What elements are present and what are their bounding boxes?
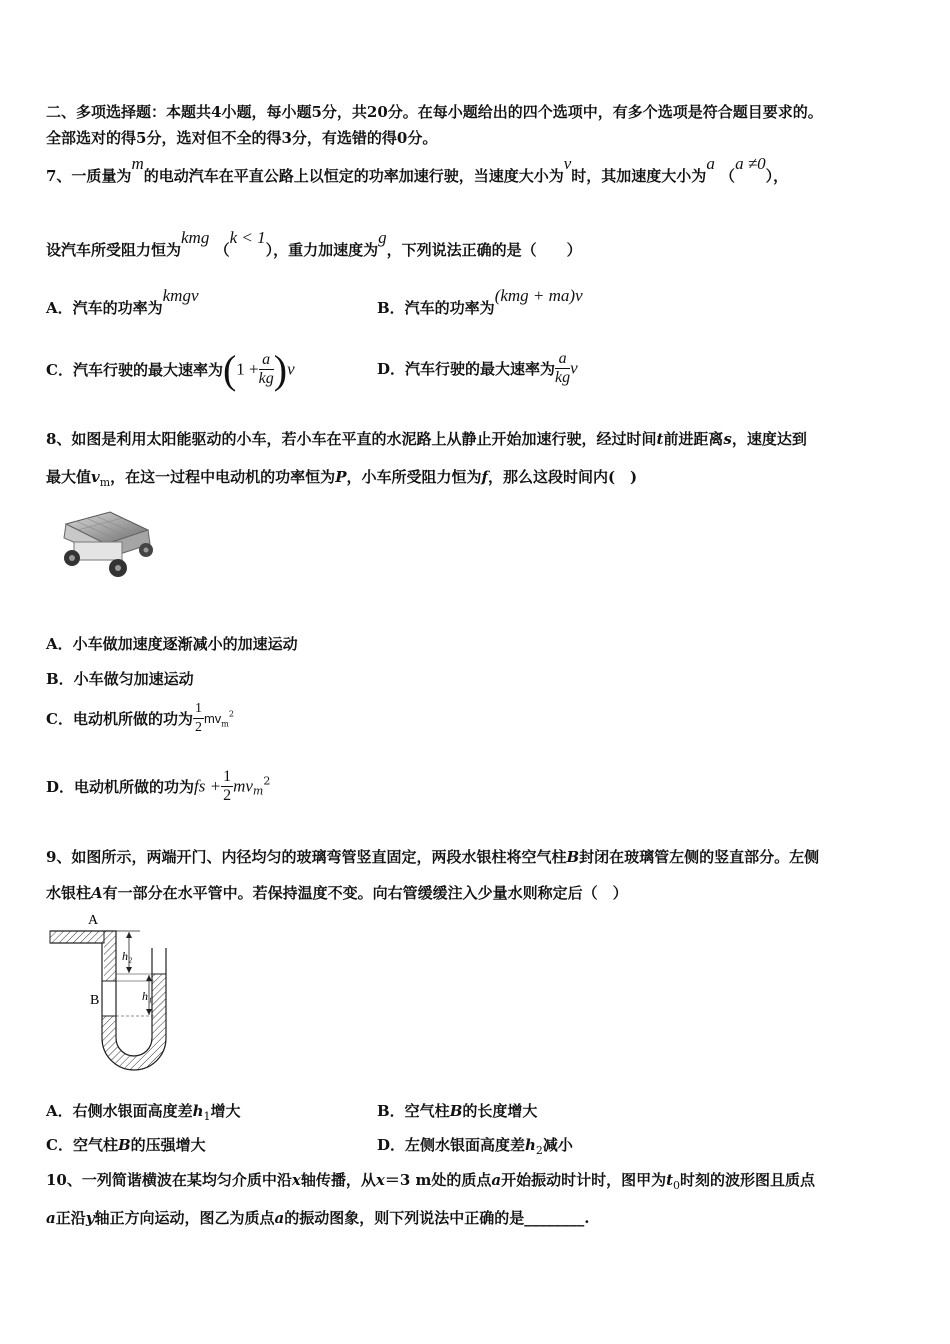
h-subscript: 1 <box>203 1110 211 1123</box>
q7-text: （ <box>214 241 230 259</box>
formula-fs: fs + <box>194 776 222 796</box>
option-text: 的长度增大 <box>462 1102 538 1120</box>
q10-text: 轴正方向运动，图乙为质点 <box>94 1209 275 1227</box>
q8-distance-symbol: s <box>723 430 732 448</box>
formula-mv: mv <box>203 711 222 726</box>
q7-resistance-symbol: kmg <box>181 228 210 247</box>
q7-accel-condition: a ≠0 <box>735 154 766 173</box>
q8-text: ，速度达到 <box>731 430 807 448</box>
option-text: 增大 <box>210 1102 241 1120</box>
q7-mass-symbol: m <box>131 154 144 173</box>
formula-v: v <box>287 359 295 379</box>
q10-text: 时刻的波形图且质点 <box>680 1171 816 1189</box>
q7-text: ），重力加速度为 <box>265 241 379 259</box>
q7-speed-symbol: v <box>563 154 572 173</box>
q9-text: 9、如图所示，两端开门、内径均匀的玻璃弯管竖直固定，两段水银柱将空气柱 <box>46 848 567 866</box>
q9-option-a[interactable] <box>46 1100 241 1123</box>
fraction-numerator: a <box>555 350 570 369</box>
q7-text: ）， <box>765 167 789 185</box>
q9-option-d[interactable] <box>377 1134 573 1157</box>
fraction-denominator: 2 <box>194 720 202 735</box>
fraction-numerator: 1 <box>223 768 232 785</box>
b-symbol: B <box>449 1102 463 1120</box>
q8-text: ，那么这段时间内( ) <box>487 468 638 486</box>
q9-text: 水银柱 <box>46 884 92 902</box>
q8-vmax-symbol: v <box>91 468 100 486</box>
q7-text: ，下列说法正确的是（ ） <box>386 241 582 259</box>
q9-option-c[interactable] <box>46 1134 206 1155</box>
q10-text: 的振动图象，则下列说法中正确的是________. <box>284 1209 590 1227</box>
q9-gas-column-symbol: B <box>566 848 580 866</box>
section-line-2: 全部选对的得5分，选对但不全的得3分，有选错的得0分。 <box>46 129 438 147</box>
section-heading <box>46 101 823 122</box>
q10-stem-line2 <box>46 1207 589 1228</box>
q8-vmax-subscript: m <box>99 476 111 489</box>
option-label: A．小车做加速度逐渐减小的加速运动 <box>46 635 298 653</box>
formula-subscript: m <box>221 719 229 729</box>
h-subscript: 2 <box>535 1144 543 1157</box>
q7-text: 7、一质量为 <box>46 167 132 185</box>
option-label: D．电动机所做的功为 <box>46 778 195 796</box>
formula-superscript: 2 <box>228 709 234 719</box>
q10-text: ＝3 m处的质点 <box>384 1171 492 1189</box>
q8-stem-line1 <box>46 428 807 449</box>
q8-text: ，在这一过程中电动机的功率恒为 <box>110 468 336 486</box>
formula-superscript: 2 <box>263 774 271 788</box>
q10-text: 轴传播，从 <box>300 1171 376 1189</box>
fraction <box>555 350 570 387</box>
q7-text: （ <box>720 167 736 185</box>
x-symbol: x <box>375 1171 385 1189</box>
q10-text: 10、一列简谐横波在某均匀介质中沿 <box>46 1171 292 1189</box>
option-label: D．左侧水银面高度差 <box>377 1136 526 1154</box>
q8-option-a[interactable] <box>46 633 298 654</box>
label-a: A <box>88 913 99 928</box>
q7-k-condition: k < 1 <box>229 228 266 247</box>
q7-accel-symbol: a <box>706 154 715 173</box>
q8-power-symbol: P <box>335 468 347 486</box>
q8-text: 前进距离 <box>663 430 724 448</box>
option-label: A．右侧水银面高度差 <box>46 1102 193 1120</box>
q7-option-a[interactable] <box>46 286 199 318</box>
t-symbol: t <box>666 1171 674 1189</box>
right-paren: ) <box>273 347 288 392</box>
q9-text: 封闭在玻璃管左侧的竖直部分。左侧 <box>579 848 820 866</box>
a-symbol: a <box>491 1171 502 1189</box>
q7-text: 的电动汽车在平直公路上以恒定的功率加速行驶，当速度大小为 <box>143 167 564 185</box>
q8-time-symbol: t <box>656 430 664 448</box>
h-symbol: h <box>525 1136 536 1154</box>
section-line-1: 二、多项选择题：本题共4小题，每小题5分，共20分。在每小题给出的四个选项中，有多个选项是符合题目要求的。 <box>46 103 823 121</box>
option-text: 减小 <box>542 1136 573 1154</box>
fraction <box>221 768 233 805</box>
fraction-numerator: 1 <box>193 700 204 719</box>
q7-text: 设汽车所受阻力恒为 <box>46 241 182 259</box>
q10-text: 正沿 <box>55 1209 86 1227</box>
option-label: B．汽车的功率为 <box>377 299 495 317</box>
formula-mv: mv <box>233 776 253 796</box>
q8-text: 8、如图是利用太阳能驱动的小车，若小车在平直的水泥路上从静止开始加速行驶，经过时间 <box>46 430 657 448</box>
x-symbol: x <box>291 1171 301 1189</box>
q8-text: 最大值 <box>46 468 92 486</box>
section-note <box>46 127 437 148</box>
q10-text: 开始振动时计时，图甲为 <box>501 1171 667 1189</box>
a-symbol: a <box>46 1209 56 1227</box>
y-symbol: y <box>85 1209 95 1227</box>
label-h1: h₁ <box>142 989 153 1003</box>
q7-option-c[interactable] <box>46 346 295 393</box>
option-text: 的压强增大 <box>130 1136 206 1154</box>
q8-stem-line2 <box>46 466 637 489</box>
option-label: A．汽车的功率为 <box>46 299 163 317</box>
formula-subscript: m <box>252 784 264 798</box>
t-subscript: 0 <box>673 1179 681 1192</box>
label-b: B <box>90 993 100 1008</box>
option-label: C．汽车行驶的最大速率为 <box>46 361 223 379</box>
q9-option-b[interactable] <box>377 1100 537 1121</box>
b-symbol: B <box>117 1136 131 1154</box>
q7-text: 时，其加速度大小为 <box>571 167 707 185</box>
option-label: B．空气柱 <box>377 1102 450 1120</box>
fraction-denominator: 2 <box>223 787 232 804</box>
option-formula: kmgv <box>162 286 199 305</box>
fraction-denominator: kg <box>555 369 571 386</box>
option-label: D．汽车行驶的最大速率为 <box>377 360 556 378</box>
q7-option-b[interactable] <box>377 286 583 318</box>
q8-option-d[interactable] <box>46 768 270 805</box>
q9-stem-line2 <box>46 882 628 903</box>
option-label: C．电动机所做的功为 <box>46 710 193 728</box>
u-tube-diagram <box>44 908 194 1073</box>
q10-stem-line1 <box>46 1169 815 1192</box>
left-paren: ( <box>222 347 237 392</box>
q9-stem-line1 <box>46 846 819 867</box>
formula-v: v <box>570 358 578 378</box>
q9-text: 有一部分在水平管中。若保持温度不变。向右管缓缓注入少量水则称定后（ ） <box>102 884 628 902</box>
q7-gravity-symbol: g <box>378 228 387 247</box>
q7-stem-line1 <box>46 154 789 186</box>
h-symbol: h <box>192 1102 204 1120</box>
formula-one: 1 + <box>236 359 259 379</box>
option-label: C．空气柱 <box>46 1136 118 1154</box>
label-h2: h₂ <box>122 949 133 963</box>
q7-stem-line2 <box>46 228 582 260</box>
solar-car-image <box>48 506 158 586</box>
fraction-denominator: kg <box>258 370 274 387</box>
fraction <box>193 700 204 737</box>
q7-option-d[interactable] <box>377 350 578 387</box>
q8-option-b[interactable] <box>46 668 194 689</box>
fraction-numerator: a <box>259 351 274 370</box>
q8-text: ，小车所受阻力恒为 <box>346 468 482 486</box>
q9-mercury-symbol: A <box>91 884 103 902</box>
q8-option-c[interactable] <box>46 700 234 737</box>
option-label: B．小车做匀加速运动 <box>46 670 194 688</box>
fraction <box>259 351 274 388</box>
a-symbol: a <box>274 1209 285 1227</box>
option-formula: (kmg + ma)v <box>494 286 583 305</box>
q8-friction-symbol: f <box>481 468 488 486</box>
